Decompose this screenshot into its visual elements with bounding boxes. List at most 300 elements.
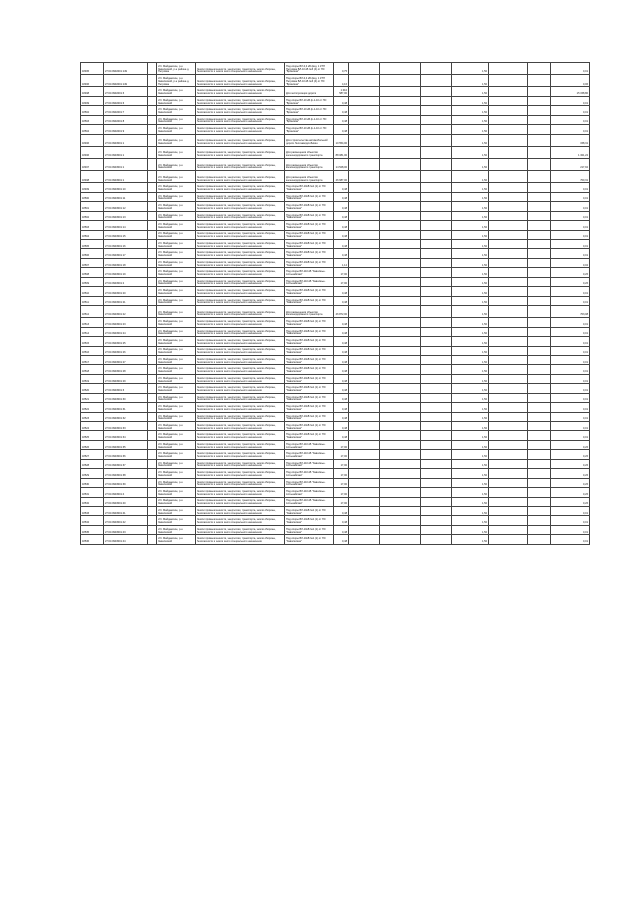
empty-cell bbox=[148, 158, 157, 170]
address-cell: хбт. Майданское, р-н Заволжский bbox=[157, 202, 196, 211]
tax-rate-cell: 1,50 bbox=[452, 183, 489, 192]
empty-cell bbox=[421, 287, 452, 296]
table-row bbox=[81, 277, 590, 286]
empty-cell bbox=[528, 134, 551, 146]
table-row bbox=[81, 440, 590, 449]
area-cell: 17,00 bbox=[334, 488, 349, 497]
cadastral-number-cell: 27:04:0903001:13 bbox=[104, 211, 148, 220]
empty-cell bbox=[528, 516, 551, 525]
empty-cell bbox=[380, 63, 421, 75]
empty-cell bbox=[380, 516, 421, 525]
area-cell: 46 687,00 bbox=[334, 171, 349, 183]
table-row bbox=[81, 459, 590, 468]
row-id-cell: 18533 bbox=[81, 506, 104, 515]
land-category-cell: Земли промышленности, энергетики, транспорта, земли обороны, безопасности и земли иного специального назначения bbox=[196, 535, 285, 544]
empty-cell bbox=[421, 258, 452, 267]
tax-amount-cell: 0,01 bbox=[551, 318, 590, 327]
empty-cell bbox=[380, 393, 421, 402]
land-category-cell: Земли промышленности, энергетики, транспорта, земли обороны, безопасности и земли иного специального назначения bbox=[196, 459, 285, 468]
cadastral-number-cell: 27:04:0903001:24 bbox=[104, 327, 148, 336]
empty-cell bbox=[489, 277, 528, 286]
empty-cell bbox=[528, 337, 551, 346]
empty-cell bbox=[528, 249, 551, 258]
address-cell: хбт. Майданское, р-н Заволжский bbox=[157, 183, 196, 192]
cadastral-number-cell: 27:04:0903001:28 bbox=[104, 365, 148, 374]
empty-cell bbox=[489, 327, 528, 336]
empty-cell bbox=[380, 249, 421, 258]
tax-amount-cell: 0,01 bbox=[551, 96, 590, 105]
tax-rate-cell: 1,50 bbox=[452, 365, 489, 374]
empty-cell bbox=[489, 431, 528, 440]
empty-cell bbox=[528, 106, 551, 115]
empty-cell bbox=[528, 125, 551, 134]
cadastral-number-cell: 27:04:0902001:7 bbox=[104, 106, 148, 115]
cadastral-number-cell: 27:04:0902001:6 bbox=[104, 96, 148, 105]
empty-cell bbox=[489, 171, 528, 183]
empty-cell bbox=[489, 384, 528, 393]
tax-amount-cell: 0,01 bbox=[551, 202, 590, 211]
empty-cell bbox=[148, 346, 157, 355]
area-cell: 46 872,00 bbox=[334, 306, 349, 318]
empty-cell bbox=[380, 211, 421, 220]
tax-rate-cell: 1,50 bbox=[452, 497, 489, 506]
row-id-cell: 18518 bbox=[81, 365, 104, 374]
empty-cell bbox=[148, 393, 157, 402]
empty-cell bbox=[380, 365, 421, 374]
empty-cell bbox=[421, 96, 452, 105]
empty-cell bbox=[380, 535, 421, 544]
empty-cell bbox=[148, 506, 157, 515]
table-row bbox=[81, 365, 590, 374]
empty-cell bbox=[349, 506, 380, 515]
empty-cell bbox=[489, 365, 528, 374]
land-category-cell: Земли промышленности, энергетики, транспорта, земли обороны, безопасности и земли иного специального назначения bbox=[196, 422, 285, 431]
empty-cell bbox=[380, 506, 421, 515]
empty-cell bbox=[148, 106, 157, 115]
tax-rate-cell: 1,50 bbox=[452, 211, 489, 220]
land-category-cell: Земли промышленности, энергетики, транспорта, земли обороны, безопасности и земли иного специального назначения bbox=[196, 183, 285, 192]
area-cell: 0,48 bbox=[334, 183, 349, 192]
empty-cell bbox=[148, 403, 157, 412]
row-id-cell: 18528 bbox=[81, 459, 104, 468]
land-category-cell: Земли промышленности, энергетики, транспорта, земли обороны, безопасности и земли иного специального назначения bbox=[196, 115, 285, 124]
empty-cell bbox=[528, 230, 551, 239]
table-row bbox=[81, 171, 590, 183]
empty-cell bbox=[421, 450, 452, 459]
tax-rate-cell: 1,50 bbox=[452, 258, 489, 267]
row-id-cell: 18495 bbox=[81, 63, 104, 75]
empty-cell bbox=[380, 355, 421, 364]
empty-cell bbox=[528, 287, 551, 296]
cadastral-number-cell: 27:04:0903001:36 bbox=[104, 450, 148, 459]
empty-cell bbox=[489, 87, 528, 96]
empty-cell bbox=[528, 318, 551, 327]
empty-cell bbox=[421, 221, 452, 230]
empty-cell bbox=[380, 327, 421, 336]
permitted-use-cell: Под опоры ВЛ-110 кВ "Заволжье-Алтынайская" bbox=[285, 488, 334, 497]
permitted-use-cell: Под опоры ВЛ-10кВ №1 (1) от ПС "Заволжская" bbox=[285, 202, 334, 211]
empty-cell bbox=[421, 268, 452, 277]
empty-cell bbox=[349, 535, 380, 544]
row-id-cell: 18535 bbox=[81, 525, 104, 534]
empty-cell bbox=[421, 525, 452, 534]
area-cell: 17,00 bbox=[334, 450, 349, 459]
permitted-use-cell: Под опоры ВЛ-10 кВ ф-1-10 от ПС "Брянская" bbox=[285, 106, 334, 115]
tax-amount-cell: 15 158,80 bbox=[551, 87, 590, 96]
area-cell: 4,16 bbox=[334, 75, 349, 87]
empty-cell bbox=[489, 355, 528, 364]
row-id-cell: 18498 bbox=[81, 87, 104, 96]
address-cell: хбт. Майданское, р-н Заволжский bbox=[157, 337, 196, 346]
empty-cell bbox=[380, 422, 421, 431]
empty-cell bbox=[421, 63, 452, 75]
empty-cell bbox=[421, 384, 452, 393]
tax-amount-cell: 0,01 bbox=[551, 346, 590, 355]
empty-cell bbox=[489, 106, 528, 115]
area-cell: 1,12 bbox=[334, 258, 349, 267]
empty-cell bbox=[528, 450, 551, 459]
area-cell: 0,48 bbox=[334, 393, 349, 402]
empty-cell bbox=[148, 440, 157, 449]
tax-rate-cell: 1,50 bbox=[452, 63, 489, 75]
empty-cell bbox=[528, 346, 551, 355]
area-cell: 0,48 bbox=[334, 403, 349, 412]
tax-rate-cell: 1,50 bbox=[452, 412, 489, 421]
empty-cell bbox=[421, 277, 452, 286]
empty-cell bbox=[421, 346, 452, 355]
land-category-cell: Земли промышленности, энергетики, транспорта, земли обороны, безопасности и земли иного специального назначения bbox=[196, 525, 285, 534]
cadastral-number-cell: 27:04:0903001:31 bbox=[104, 403, 148, 412]
permitted-use-cell: Под опоры ВЛ-110 кВ "Заволжье-Алтынайская" bbox=[285, 277, 334, 286]
empty-cell bbox=[349, 431, 380, 440]
area-cell: 17,00 bbox=[334, 469, 349, 478]
table-row bbox=[81, 525, 590, 534]
empty-cell bbox=[349, 516, 380, 525]
empty-cell bbox=[421, 239, 452, 248]
empty-cell bbox=[421, 355, 452, 364]
address-cell: хбт. Майданское, р-н Заволжский bbox=[157, 440, 196, 449]
empty-cell bbox=[349, 146, 380, 158]
row-id-cell: 18521 bbox=[81, 393, 104, 402]
tax-amount-cell: 700,31 bbox=[551, 171, 590, 183]
empty-cell bbox=[489, 306, 528, 318]
table-row bbox=[81, 450, 590, 459]
tax-rate-cell: 1,50 bbox=[452, 306, 489, 318]
address-cell: хбт. Майданское, р-н Заволжский bbox=[157, 134, 196, 146]
table-row bbox=[81, 422, 590, 431]
table-row bbox=[81, 318, 590, 327]
empty-cell bbox=[489, 440, 528, 449]
empty-cell bbox=[349, 134, 380, 146]
land-category-cell: Земли промышленности, энергетики, транспорта, земли обороны, безопасности и земли иного специального назначения bbox=[196, 306, 285, 318]
empty-cell bbox=[148, 96, 157, 105]
empty-cell bbox=[528, 403, 551, 412]
tax-rate-cell: 1,50 bbox=[452, 525, 489, 534]
tax-rate-cell: 1,50 bbox=[452, 488, 489, 497]
empty-cell bbox=[349, 211, 380, 220]
empty-cell bbox=[148, 63, 157, 75]
area-cell: 17,00 bbox=[334, 440, 349, 449]
permitted-use-cell: Под опоры ВЛ-10кВ №1 (1) от ПС "Заволжская" bbox=[285, 412, 334, 421]
area-cell: 0,48 bbox=[334, 239, 349, 248]
area-cell: 0,48 bbox=[334, 211, 349, 220]
tax-amount-cell: 0,01 bbox=[551, 115, 590, 124]
row-id-cell: 18496 bbox=[81, 75, 104, 87]
table-row bbox=[81, 158, 590, 170]
empty-cell bbox=[421, 211, 452, 220]
permitted-use-cell: Под опоры ВЛ-10кВ №1 (1) от ПС "Заволжская" bbox=[285, 535, 334, 544]
row-id-cell: 18515 bbox=[81, 337, 104, 346]
empty-cell bbox=[380, 192, 421, 201]
cadastral-number-cell: 27:04:0903001:35 bbox=[104, 440, 148, 449]
table-row bbox=[81, 516, 590, 525]
address-cell: хбт. Майданское, р-н Заволжский bbox=[157, 230, 196, 239]
tax-rate-cell: 1,50 bbox=[452, 221, 489, 230]
permitted-use-cell: Под опоры ВЛ-110 кВ "Заволжье-Алтынайская" bbox=[285, 497, 334, 506]
tax-rate-cell: 1,50 bbox=[452, 249, 489, 258]
tax-amount-cell: 0,01 bbox=[551, 412, 590, 421]
cadastral-number-cell: 27:04:0903001:17 bbox=[104, 249, 148, 258]
land-category-cell: Земли промышленности, энергетики, транспорта, земли обороны, безопасности и земли иного специального назначения bbox=[196, 134, 285, 146]
empty-cell bbox=[528, 440, 551, 449]
permitted-use-cell: Под опоры ВЛ-10кВ №1 (1) от ПС "Заволжская" bbox=[285, 296, 334, 305]
empty-cell bbox=[380, 268, 421, 277]
land-register-table bbox=[80, 62, 590, 545]
cadastral-number-cell: 27:04:0903001:27 bbox=[104, 355, 148, 364]
permitted-use-cell: Под опоры ВЛ-10 кВ ф-1-10 от ПС "Брянская" bbox=[285, 115, 334, 124]
empty-cell bbox=[148, 306, 157, 318]
empty-cell bbox=[148, 365, 157, 374]
empty-cell bbox=[148, 535, 157, 544]
address-cell: хбт. Майданское, р-н Заволжский bbox=[157, 96, 196, 105]
permitted-use-cell: Под опоры ВЛ-10кВ №1 (1) от ПС "Заволжская" bbox=[285, 249, 334, 258]
empty-cell bbox=[148, 478, 157, 487]
row-id-cell: 18512 bbox=[81, 306, 104, 318]
row-id-cell: 18505 bbox=[81, 239, 104, 248]
row-id-cell: 18503 bbox=[81, 115, 104, 124]
empty-cell bbox=[148, 211, 157, 220]
tax-amount-cell: 0,06 bbox=[551, 75, 590, 87]
empty-cell bbox=[380, 87, 421, 96]
empty-cell bbox=[528, 365, 551, 374]
row-id-cell: 18519 bbox=[81, 374, 104, 383]
cadastral-number-cell: 27:04:0902001:9 bbox=[104, 125, 148, 134]
empty-cell bbox=[148, 327, 157, 336]
row-id-cell: 18497 bbox=[81, 158, 104, 170]
empty-cell bbox=[380, 478, 421, 487]
empty-cell bbox=[148, 318, 157, 327]
address-cell: хбт. Майданское, р-н Заволжский bbox=[157, 258, 196, 267]
table-row bbox=[81, 134, 590, 146]
address-cell: хбт. Майданское, р-н Заволжский bbox=[157, 365, 196, 374]
tax-rate-cell: 1,50 bbox=[452, 337, 489, 346]
empty-cell bbox=[148, 249, 157, 258]
table-row bbox=[81, 75, 590, 87]
empty-cell bbox=[421, 306, 452, 318]
address-cell: хбт. Майданское, р-н Заволжский bbox=[157, 146, 196, 158]
land-category-cell: Земли промышленности, энергетики, транспорта, земли обороны, безопасности и земли иного специального назначения bbox=[196, 355, 285, 364]
table-row bbox=[81, 268, 590, 277]
area-cell: 0,48 bbox=[334, 337, 349, 346]
area-cell: 0,48 bbox=[334, 525, 349, 534]
land-category-cell: Земли промышленности, энергетики, транспорта, земли обороны, безопасности и земли иного специального назначения bbox=[196, 412, 285, 421]
empty-cell bbox=[528, 506, 551, 515]
empty-cell bbox=[528, 384, 551, 393]
cadastral-number-cell: 27:04:0903001:23 bbox=[104, 318, 148, 327]
address-cell: хбт. Майданское, р-н Заволжский bbox=[157, 422, 196, 431]
empty-cell bbox=[380, 287, 421, 296]
empty-cell bbox=[380, 450, 421, 459]
area-cell: 0,48 bbox=[334, 365, 349, 374]
empty-cell bbox=[349, 258, 380, 267]
table-row bbox=[81, 239, 590, 248]
area-cell: 14 528,00 bbox=[334, 158, 349, 170]
empty-cell bbox=[349, 412, 380, 421]
tax-rate-cell: 1,50 bbox=[452, 171, 489, 183]
empty-cell bbox=[148, 459, 157, 468]
empty-cell bbox=[380, 374, 421, 383]
permitted-use-cell: Под опоры ВЛ-10кВ №1 (1) от ПС "Заволжская" bbox=[285, 431, 334, 440]
empty-cell bbox=[349, 202, 380, 211]
cadastral-number-cell: 27:04:0903001:44 bbox=[104, 535, 148, 544]
tax-rate-cell: 1,50 bbox=[452, 355, 489, 364]
empty-cell bbox=[489, 337, 528, 346]
permitted-use-cell: Под опоры ВЛ-10кВ №1 (1) от ПС "Заволжская" bbox=[285, 374, 334, 383]
empty-cell bbox=[349, 318, 380, 327]
area-cell: 0,48 bbox=[334, 384, 349, 393]
land-category-cell: Земли промышленности, энергетики, транспорта, земли обороны, безопасности и земли иного специального назначения bbox=[196, 478, 285, 487]
area-cell: 0,48 bbox=[334, 412, 349, 421]
empty-cell bbox=[421, 403, 452, 412]
tax-amount-cell: 0,01 bbox=[551, 431, 590, 440]
tax-rate-cell: 1,50 bbox=[452, 374, 489, 383]
land-category-cell: Земли промышленности, энергетики, транспорта, земли обороны, безопасности и земли иного специального назначения bbox=[196, 230, 285, 239]
address-cell: хбт. Майданское, р-н Заволжский bbox=[157, 158, 196, 170]
empty-cell bbox=[489, 239, 528, 248]
address-cell: хбт. Майданское, р-н Заволжский bbox=[157, 393, 196, 402]
table-row bbox=[81, 202, 590, 211]
empty-cell bbox=[528, 296, 551, 305]
tax-amount-cell: 0,26 bbox=[551, 469, 590, 478]
address-cell: хбт. Майданское, р-н Заволжский bbox=[157, 478, 196, 487]
tax-amount-cell: 0,01 bbox=[551, 422, 590, 431]
row-id-cell: 18526 bbox=[81, 440, 104, 449]
row-id-cell: 18503 bbox=[81, 221, 104, 230]
land-category-cell: Земли промышленности, энергетики, транспорта, земли обороны, безопасности и земли иного специального назначения bbox=[196, 192, 285, 201]
empty-cell bbox=[489, 422, 528, 431]
tax-amount-cell: 0,01 bbox=[551, 393, 590, 402]
cadastral-number-cell: 27:04:0903001:14 bbox=[104, 221, 148, 230]
land-category-cell: Земли промышленности, энергетики, транспорта, земли обороны, безопасности и земли иного специального назначения bbox=[196, 239, 285, 248]
tax-amount-cell: 0,01 bbox=[551, 403, 590, 412]
tax-rate-cell: 1,50 bbox=[452, 277, 489, 286]
empty-cell bbox=[421, 497, 452, 506]
tax-rate-cell: 1,50 bbox=[452, 239, 489, 248]
permitted-use-cell: Под опоры ВЛ-10кВ №1 (1) от ПС "Заволжская" bbox=[285, 516, 334, 525]
row-id-cell: 18500 bbox=[81, 192, 104, 201]
cadastral-number-cell: 27:04:0903001:12 bbox=[104, 202, 148, 211]
empty-cell bbox=[148, 355, 157, 364]
area-cell: 0,48 bbox=[334, 192, 349, 201]
area-cell: 0,48 bbox=[334, 318, 349, 327]
empty-cell bbox=[380, 96, 421, 105]
row-id-cell: 18511 bbox=[81, 296, 104, 305]
empty-cell bbox=[421, 115, 452, 124]
address-cell: хбт. Майданское, р-н Заволжский bbox=[157, 355, 196, 364]
permitted-use-cell: Под опоры ВЛ-10кВ №1 (1) от ПС "Заволжская" bbox=[285, 327, 334, 336]
row-id-cell: 18536 bbox=[81, 535, 104, 544]
empty-cell bbox=[489, 268, 528, 277]
address-cell: хбт. Майданское, р-н Заволжский bbox=[157, 125, 196, 134]
area-cell: 0,48 bbox=[334, 346, 349, 355]
permitted-use-cell: Под опоры ВЛ-10кВ №1 (1) от ПС "Заволжская" bbox=[285, 318, 334, 327]
empty-cell bbox=[349, 287, 380, 296]
empty-cell bbox=[380, 306, 421, 318]
empty-cell bbox=[489, 75, 528, 87]
tax-rate-cell: 1,50 bbox=[452, 115, 489, 124]
empty-cell bbox=[349, 525, 380, 534]
permitted-use-cell: Под опоры ВЛ-10кВ №1 (1) от ПС "Заволжская" bbox=[285, 346, 334, 355]
row-id-cell: 18506 bbox=[81, 249, 104, 258]
empty-cell bbox=[489, 249, 528, 258]
empty-cell bbox=[148, 525, 157, 534]
empty-cell bbox=[421, 183, 452, 192]
cadastral-number-cell: 27:04:0903001:34 bbox=[104, 431, 148, 440]
empty-cell bbox=[349, 497, 380, 506]
table-row bbox=[81, 221, 590, 230]
empty-cell bbox=[489, 183, 528, 192]
address-cell: хбт. Майданское, р-н Заволжский bbox=[157, 516, 196, 525]
tax-rate-cell: 1,50 bbox=[452, 327, 489, 336]
empty-cell bbox=[528, 171, 551, 183]
empty-cell bbox=[489, 96, 528, 105]
row-id-cell: 18499 bbox=[81, 96, 104, 105]
area-cell: 0,48 bbox=[334, 296, 349, 305]
tax-amount-cell: 0,26 bbox=[551, 450, 590, 459]
empty-cell bbox=[349, 183, 380, 192]
area-cell: 0,48 bbox=[334, 221, 349, 230]
table-row bbox=[81, 469, 590, 478]
tax-amount-cell: 0,26 bbox=[551, 277, 590, 286]
empty-cell bbox=[528, 497, 551, 506]
empty-cell bbox=[489, 211, 528, 220]
tax-amount-cell: 0,01 bbox=[551, 365, 590, 374]
address-cell: хбт. Майданское, р-н Заволжский bbox=[157, 374, 196, 383]
cadastral-number-cell: 27:04:0903001:20 bbox=[104, 287, 148, 296]
tax-rate-cell: 1,50 bbox=[452, 346, 489, 355]
tax-rate-cell: 1,50 bbox=[452, 459, 489, 468]
empty-cell bbox=[528, 63, 551, 75]
empty-cell bbox=[349, 171, 380, 183]
cadastral-number-cell: 27:04:0903001:25 bbox=[104, 337, 148, 346]
land-category-cell: Земли промышленности, энергетики, транспорта, земли обороны, безопасности и земли иного специального назначения bbox=[196, 440, 285, 449]
permitted-use-cell: Под опоры ВЛ-10кВ №1 (1) от ПС "Заволжская" bbox=[285, 384, 334, 393]
row-id-cell: 18509 bbox=[81, 277, 104, 286]
table-row bbox=[81, 249, 590, 258]
empty-cell bbox=[380, 125, 421, 134]
empty-cell bbox=[489, 459, 528, 468]
address-cell: хбт. Майданское, р-н Заволжский, р-н района д. Петровка bbox=[157, 75, 196, 87]
table-row bbox=[81, 355, 590, 364]
permitted-use-cell: Под опоры ВЛ-10кВ №1 (1) от ПС "Заволжская" bbox=[285, 422, 334, 431]
empty-cell bbox=[380, 525, 421, 534]
area-cell: 0,48 bbox=[334, 202, 349, 211]
row-id-cell: 18522 bbox=[81, 403, 104, 412]
land-category-cell: Земли промышленности, энергетики, транспорта, земли обороны, безопасности и земли иного специального назначения bbox=[196, 146, 285, 158]
permitted-use-cell: Под опоры ВЛ-10кВ №1 (1) от ПС "Заволжская" bbox=[285, 393, 334, 402]
empty-cell bbox=[489, 525, 528, 534]
cadastral-number-cell: 27:04:0903001:1 bbox=[104, 158, 148, 170]
